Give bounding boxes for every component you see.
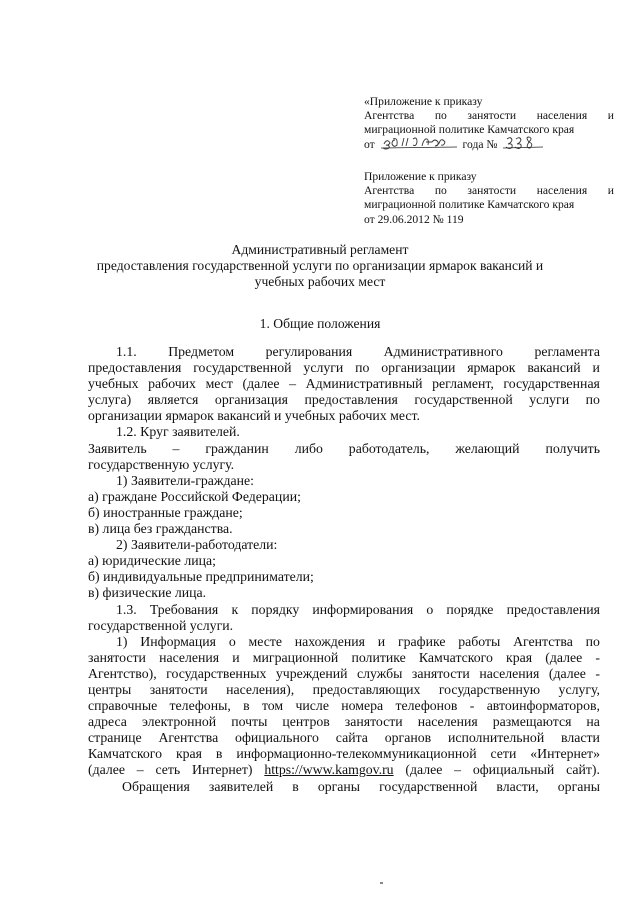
word: – bbox=[136, 762, 144, 778]
word: по bbox=[355, 360, 370, 376]
word: центры bbox=[88, 681, 132, 697]
word: населения), bbox=[226, 681, 295, 697]
appendix-previous-line2 bbox=[364, 184, 614, 198]
word: – bbox=[289, 376, 297, 392]
word: организации bbox=[381, 360, 456, 376]
word: в bbox=[215, 746, 223, 762]
word: странице bbox=[88, 730, 142, 746]
handwritten-number-scribble bbox=[502, 135, 544, 151]
word: автоинформаторов, bbox=[486, 698, 600, 714]
word: Предметом bbox=[168, 344, 235, 359]
word: почты bbox=[231, 714, 268, 730]
date-prefix: от bbox=[364, 137, 375, 151]
word: и bbox=[607, 109, 614, 123]
word: номера bbox=[341, 698, 384, 714]
word: края bbox=[506, 649, 533, 665]
word: 1.3. bbox=[116, 601, 137, 617]
word: телефоны, bbox=[169, 698, 231, 714]
word: и bbox=[232, 649, 240, 665]
word: Агентства bbox=[364, 184, 415, 198]
word: числе bbox=[295, 698, 329, 714]
word: о bbox=[426, 601, 434, 617]
word: занятости bbox=[467, 184, 517, 198]
word: Камчатского bbox=[418, 649, 493, 665]
word: населения bbox=[536, 109, 588, 123]
body-line: государственную услугу. bbox=[88, 456, 235, 472]
word: телефонов bbox=[395, 698, 458, 714]
word: сайта bbox=[335, 730, 368, 746]
word: вакансий bbox=[527, 360, 581, 376]
word: Административный bbox=[305, 376, 423, 392]
appendix-previous-line3: миграционной политике Камчатского края bbox=[364, 198, 575, 212]
document-title bbox=[60, 242, 580, 291]
word: занятости bbox=[88, 649, 146, 665]
handwritten-number bbox=[502, 138, 544, 150]
body-line bbox=[88, 441, 600, 457]
number-prefix: года № bbox=[462, 137, 498, 151]
word: (далее bbox=[545, 649, 583, 665]
word: желающий bbox=[455, 440, 520, 456]
word: службы bbox=[357, 665, 403, 681]
word: 1) bbox=[116, 633, 128, 649]
word: и bbox=[607, 184, 614, 198]
word: миграционной bbox=[252, 649, 339, 665]
word: услуга) bbox=[88, 392, 132, 408]
word: населения bbox=[159, 649, 220, 665]
word: информационно-телекоммуникационной bbox=[236, 746, 477, 762]
word: Агентства bbox=[364, 109, 415, 123]
word: мест bbox=[205, 376, 233, 392]
word: края bbox=[175, 746, 203, 762]
body-line: б) индивидуальные предприниматели; bbox=[88, 569, 314, 585]
section-heading: 1. Общие положения bbox=[259, 316, 381, 331]
document-body bbox=[88, 344, 600, 795]
body-line bbox=[88, 392, 600, 408]
body-line: государственной услуги. bbox=[88, 617, 234, 633]
appendix-previous-line1: Приложение к приказу bbox=[364, 170, 477, 183]
body-line bbox=[88, 650, 600, 666]
word: Агентства bbox=[158, 730, 219, 746]
body-line bbox=[88, 602, 600, 618]
word: политике bbox=[351, 649, 406, 665]
word: услугу, bbox=[558, 681, 600, 697]
body-line: 2) Заявители-работодатели: bbox=[116, 537, 278, 553]
word: к bbox=[231, 601, 239, 617]
word: официального bbox=[235, 730, 319, 746]
word: государственной bbox=[193, 360, 292, 376]
word: населения bbox=[536, 184, 588, 198]
word: учреждений bbox=[275, 665, 348, 681]
word: либо bbox=[294, 440, 323, 456]
word: Агентство), bbox=[88, 665, 157, 681]
word: «Интернет» bbox=[530, 746, 600, 762]
word: Заявитель bbox=[88, 440, 147, 456]
handwritten-date bbox=[380, 138, 458, 150]
word: на bbox=[586, 714, 600, 730]
handwritten-date-scribble bbox=[380, 135, 458, 151]
word: государственной bbox=[379, 778, 478, 794]
body-line: в) физические лица. bbox=[88, 585, 207, 601]
appendix-current bbox=[364, 95, 614, 152]
word: сайт). bbox=[566, 762, 600, 778]
word: регулирования bbox=[265, 344, 353, 359]
word: гражданин bbox=[205, 440, 269, 456]
word: заявителей bbox=[208, 778, 274, 794]
body-line bbox=[88, 730, 600, 746]
website-link[interactable]: https://www.kamgov.ru bbox=[264, 762, 394, 778]
body-line bbox=[88, 666, 600, 682]
word: - bbox=[595, 665, 600, 681]
word: органов bbox=[384, 730, 432, 746]
body-line bbox=[88, 714, 600, 730]
appendix-current-line2 bbox=[364, 109, 614, 123]
word: государственная bbox=[503, 376, 600, 392]
appendix-current-line3: миграционной политике Камчатского края bbox=[364, 123, 575, 137]
appendix-current-line4 bbox=[364, 138, 614, 152]
word: (далее bbox=[548, 665, 586, 681]
word: том bbox=[261, 698, 284, 714]
word: является bbox=[147, 392, 199, 408]
word: центров bbox=[282, 714, 330, 730]
word: регламент, bbox=[432, 376, 494, 392]
word: власти bbox=[561, 730, 600, 746]
body-line bbox=[88, 344, 600, 360]
word: ярмарок bbox=[467, 360, 516, 376]
word: – bbox=[454, 762, 462, 778]
word: порядку bbox=[251, 601, 300, 617]
word: получить bbox=[545, 440, 600, 456]
word: государственных bbox=[166, 665, 267, 681]
word: предоставляющих bbox=[312, 681, 421, 697]
word: электронной bbox=[141, 714, 217, 730]
body-line bbox=[88, 682, 600, 698]
scan-speck bbox=[380, 882, 383, 884]
word: (далее bbox=[405, 762, 443, 778]
word: по bbox=[585, 392, 600, 408]
body-line bbox=[88, 698, 600, 714]
word: Агентства bbox=[513, 633, 573, 649]
word: сети bbox=[490, 746, 517, 762]
title-line3: учебных рабочих мест bbox=[254, 274, 386, 290]
word: работодатель, bbox=[348, 440, 430, 456]
word: регламента bbox=[534, 344, 600, 359]
word: услуги bbox=[529, 392, 570, 408]
body-line: 1.2. Круг заявителей. bbox=[116, 424, 240, 440]
word: в bbox=[292, 778, 299, 794]
word: порядке bbox=[446, 601, 494, 617]
word: адреса bbox=[88, 714, 127, 730]
word: - bbox=[469, 698, 475, 714]
word: работы bbox=[458, 633, 501, 649]
body-line: а) юридические лица; bbox=[88, 553, 216, 569]
word: месте bbox=[248, 633, 282, 649]
appendix-previous-line4: от 29.06.2012 № 119 bbox=[364, 212, 464, 226]
word: (далее bbox=[242, 376, 280, 392]
title-line1: Административный регламент bbox=[231, 242, 409, 257]
word: нахождения bbox=[294, 633, 365, 649]
word: занятости bbox=[344, 714, 403, 730]
word: исполнительной bbox=[447, 730, 545, 746]
word: Административного bbox=[383, 344, 503, 359]
word: Требования bbox=[149, 601, 219, 617]
word: населения bbox=[479, 665, 540, 681]
body-line bbox=[88, 376, 600, 392]
word: Обращения bbox=[122, 778, 190, 794]
word: сеть bbox=[155, 762, 181, 778]
word: официальный bbox=[472, 762, 555, 778]
word: графике bbox=[397, 633, 446, 649]
word: государственной bbox=[414, 392, 513, 408]
word: Интернет) bbox=[192, 762, 253, 778]
word: – bbox=[172, 440, 180, 456]
word: информирования bbox=[312, 601, 414, 617]
body-line bbox=[88, 779, 600, 795]
word: рабочих bbox=[148, 376, 196, 392]
word: предоставления bbox=[506, 601, 600, 617]
word: по bbox=[434, 109, 447, 123]
body-line bbox=[88, 746, 600, 762]
word: учебных bbox=[88, 376, 139, 392]
word: населения bbox=[417, 714, 478, 730]
appendix-current-line1: «Приложение к приказу bbox=[364, 95, 483, 108]
body-line: в) лица без гражданства. bbox=[88, 521, 233, 537]
word: услуги bbox=[303, 360, 344, 376]
word: государственную bbox=[438, 681, 541, 697]
word: органы bbox=[317, 778, 361, 794]
word: справочные bbox=[88, 698, 158, 714]
word: занятости bbox=[149, 681, 208, 697]
word: размещаются bbox=[492, 714, 572, 730]
body-line bbox=[88, 634, 600, 650]
word: Камчатского bbox=[88, 746, 163, 762]
body-line bbox=[88, 762, 600, 778]
body-line: б) иностранные граждане; bbox=[88, 504, 243, 520]
word: 1.1. bbox=[116, 344, 137, 359]
word: Информация bbox=[140, 633, 217, 649]
word: занятости bbox=[411, 665, 470, 681]
appendix-previous bbox=[364, 170, 614, 227]
word: власти, bbox=[496, 778, 539, 794]
word: предоставления bbox=[88, 360, 182, 376]
word: в bbox=[243, 698, 250, 714]
word: занятости bbox=[467, 109, 517, 123]
word: предоставления bbox=[304, 392, 398, 408]
word: по bbox=[434, 184, 447, 198]
word: и bbox=[377, 633, 386, 649]
body-line: 1) Заявители-граждане: bbox=[116, 472, 254, 488]
word: организация bbox=[214, 392, 288, 408]
title-line2: предоставления государственной услуги по организации ярмарок вакансий и bbox=[96, 258, 544, 274]
word: - bbox=[595, 649, 600, 665]
word: (далее bbox=[88, 762, 125, 778]
body-line bbox=[88, 360, 600, 376]
body-line: организации ярмарок вакансий и учебных рабочих мест. bbox=[88, 408, 420, 424]
word: о bbox=[228, 633, 236, 649]
word: органы bbox=[557, 778, 600, 794]
body-line: а) граждане Российской Федерации; bbox=[88, 488, 301, 504]
word: и bbox=[592, 360, 600, 376]
word: по bbox=[585, 633, 600, 649]
